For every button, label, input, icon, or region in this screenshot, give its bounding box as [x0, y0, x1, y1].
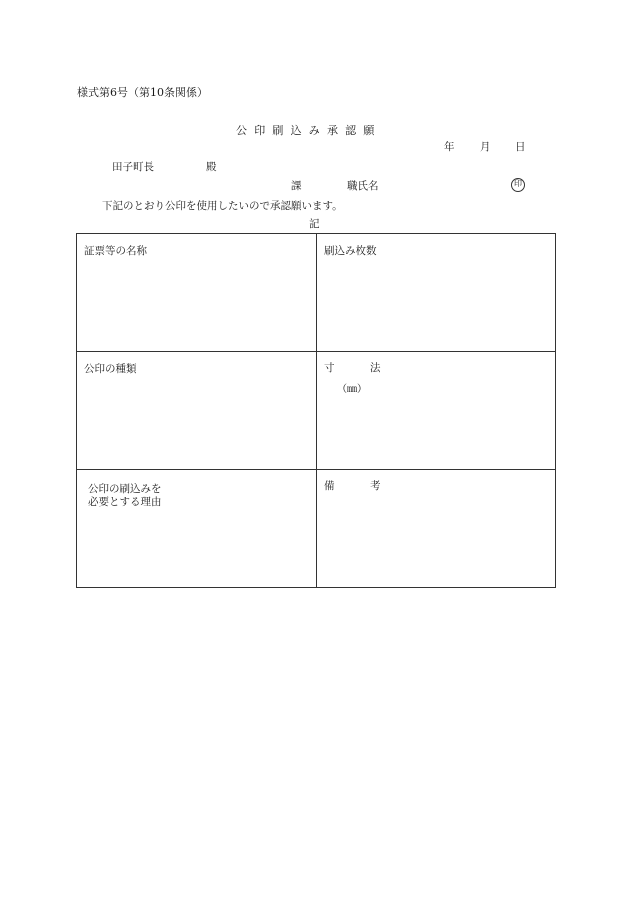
seal-icon — [511, 178, 525, 192]
department-label: 課 — [291, 180, 302, 192]
request-text: 下記のとおり公印を使用したいので承認願います。 — [102, 200, 343, 212]
certificate-name-cell[interactable] — [77, 234, 317, 352]
seal-type-label: 公印の種類 — [84, 363, 137, 375]
dimension-unit: （㎜） — [337, 384, 367, 395]
certificate-name-label: 証票等の名称 — [84, 245, 147, 257]
remarks-cell[interactable] — [317, 470, 555, 587]
date-month-label: 月 — [480, 141, 491, 153]
applicant-label: 職氏名 — [347, 180, 379, 192]
seal-mark-text: 印 — [514, 179, 522, 188]
honorific: 殿 — [206, 161, 217, 173]
date-day-label: 日 — [515, 141, 526, 153]
seal-type-cell[interactable] — [77, 352, 317, 470]
date-year-label: 年 — [444, 141, 455, 153]
reason-label-line-1: 公印の刷込みを — [88, 483, 162, 495]
reason-cell[interactable] — [77, 470, 317, 587]
dimension-label-char-2: 法 — [370, 362, 381, 374]
reason-label — [88, 483, 162, 509]
print-count-cell[interactable] — [317, 234, 555, 352]
form-number: 様式第6号（第10条関係） — [77, 86, 208, 99]
dimension-label-char-1: 寸 — [324, 362, 335, 374]
remarks-label-char-1: 備 — [324, 480, 335, 492]
reason-label-line-2: 必要とする理由 — [88, 496, 162, 509]
remarks-label-char-2: 考 — [370, 480, 381, 492]
document-title: 公印刷込み承認願 — [236, 124, 382, 137]
addressee: 田子町長 — [112, 161, 154, 173]
ki-label: 記 — [309, 218, 320, 230]
application-table — [76, 233, 556, 588]
print-count-label: 刷込み枚数 — [324, 245, 377, 257]
dimension-cell[interactable] — [317, 352, 555, 470]
